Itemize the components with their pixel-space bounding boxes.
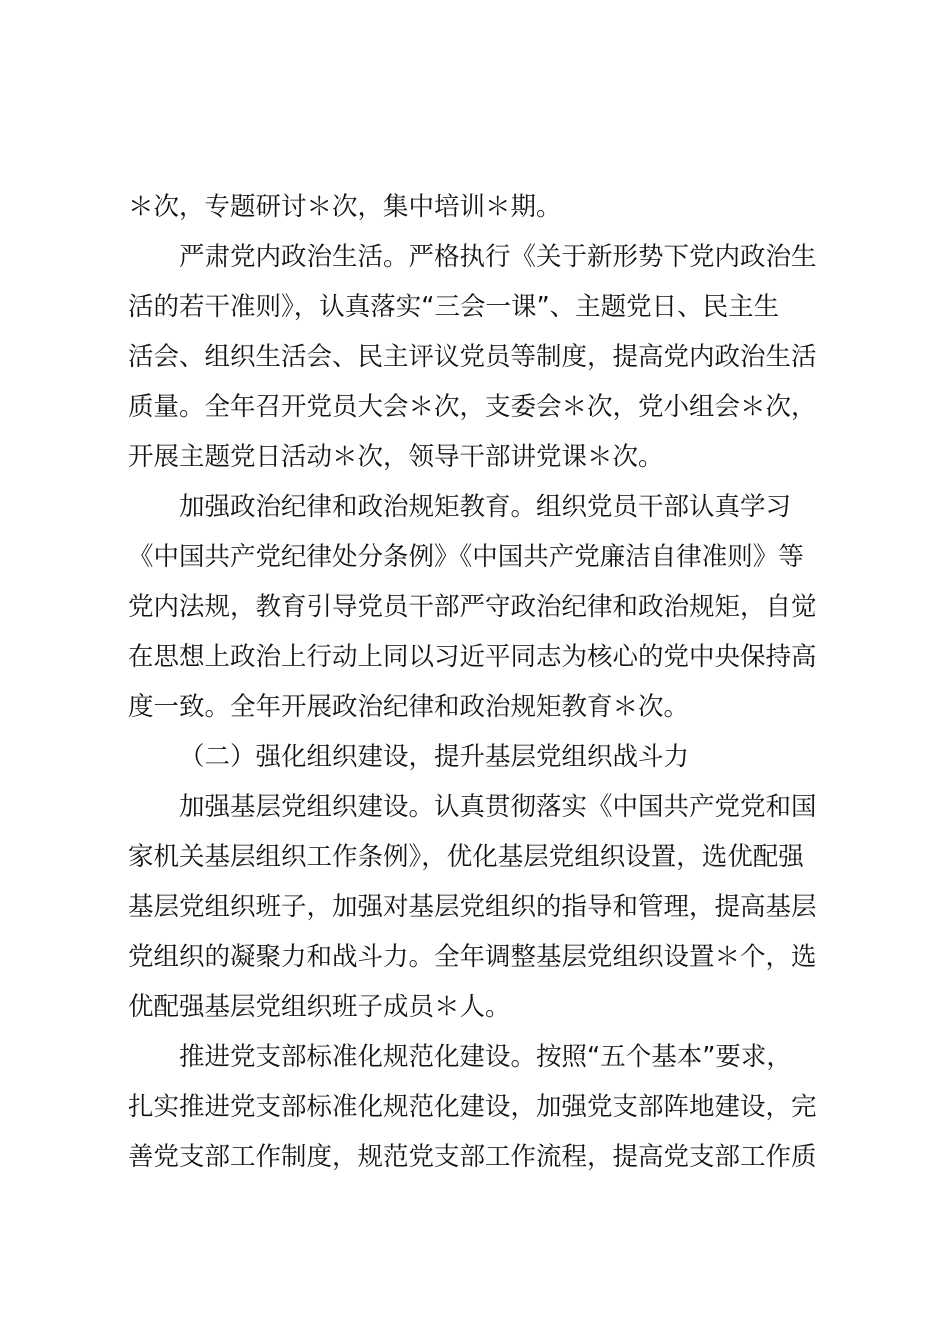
- text-line: 党内法规，教育引导党员干部严守政治纪律和政治规矩，自觉: [128, 592, 817, 622]
- text-line: 开展主题党日活动＊次，领导干部讲党课＊次。: [128, 442, 664, 472]
- text-line: 家机关基层组织工作条例》，优化基层党组织设置，选优配强: [128, 842, 804, 872]
- text-line: 优配强基层党组织班子成员＊人。: [128, 992, 511, 1022]
- text-line: 在思想上政治上行动上同以习近平同志为核心的党中央保持高: [128, 642, 817, 672]
- text-line: 质量。全年召开党员大会＊次，支委会＊次，党小组会＊次，: [128, 392, 817, 422]
- document-body: [128, 182, 832, 1182]
- text-line: 扎实推进党支部标准化规范化建设，加强党支部阵地建设，完: [128, 1092, 817, 1122]
- paragraph-heading-line: 推进党支部标准化规范化建设。按照“五个基本”要求，: [179, 1042, 792, 1072]
- text-line: 度一致。全年开展政治纪律和政治规矩教育＊次。: [128, 692, 690, 722]
- text-line: 善党支部工作制度，规范党支部工作流程，提高党支部工作质: [128, 1142, 817, 1172]
- section-heading: （二）强化组织建设，提升基层党组织战斗力: [179, 742, 690, 772]
- text-line: ＊次，专题研讨＊次，集中培训＊期。: [128, 192, 562, 222]
- text-line: 活会、组织生活会、民主评议党员等制度，提高党内政治生活: [128, 342, 817, 372]
- paragraph-heading-line: 加强基层党组织建设。认真贯彻落实《中国共产党党和国: [179, 792, 817, 822]
- text-line: 活的若干准则》，认真落实“三会一课”、主题党日、民主生: [128, 292, 780, 322]
- text-line: 基层党组织班子，加强对基层党组织的指导和管理，提高基层: [128, 892, 817, 922]
- text-line: 《中国共产党纪律处分条例》《中国共产党廉洁自律准则》等: [128, 542, 804, 572]
- paragraph-heading-line: 严肃党内政治生活。严格执行《关于新形势下党内政治生: [179, 242, 817, 272]
- paragraph-heading-line: 加强政治纪律和政治规矩教育。组织党员干部认真学习: [179, 492, 792, 522]
- text-line: 党组织的凝聚力和战斗力。全年调整基层党组织设置＊个，选: [128, 942, 817, 972]
